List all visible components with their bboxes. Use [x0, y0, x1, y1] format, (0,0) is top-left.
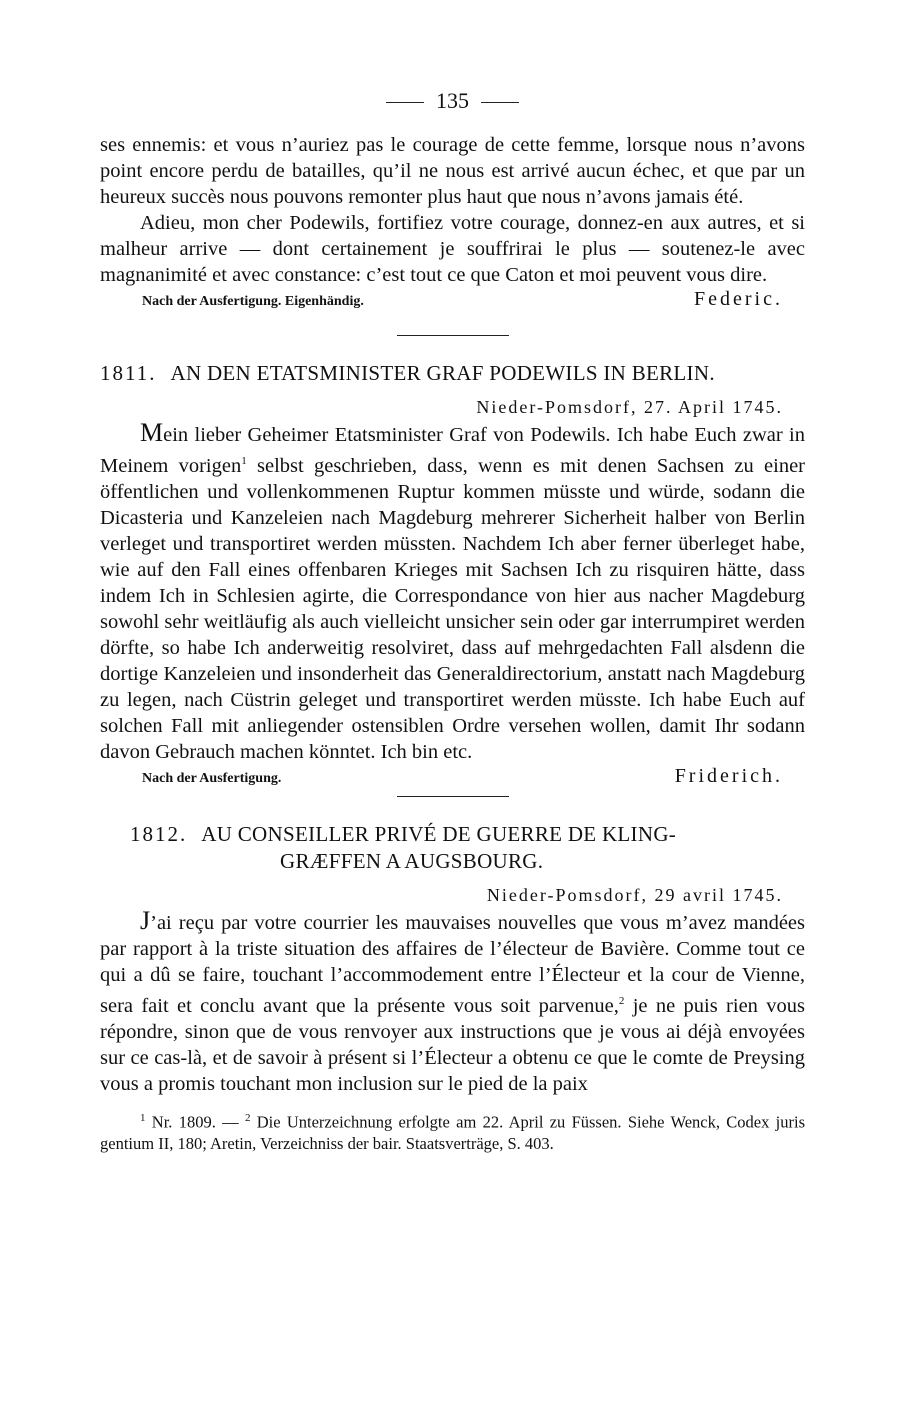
source-note: Nach der Ausfertigung. Eigenhändig. [142, 294, 364, 309]
letter-title: AN DEN ETATSMINISTER GRAF PODEWILS IN BERLIN. [170, 361, 715, 385]
letter-number: 1811. [100, 361, 157, 385]
drop-cap: J [140, 905, 151, 935]
signature: Federic. [694, 288, 783, 310]
divider [386, 102, 424, 103]
section-divider [397, 335, 509, 336]
signature: Friderich. [674, 764, 783, 787]
page [100, 88, 805, 1155]
letter-body-text: ein lieber Geheimer Etatsminister Graf von Podewils. Ich habe Euch zwar in Meinem vorigen [100, 424, 805, 477]
page-number-line [100, 88, 805, 114]
section-divider [397, 796, 509, 797]
letter-title: AU CONSEILLER PRIVÉ DE GUERRE DE KLING- [201, 821, 677, 846]
letter-number: 1812. [130, 821, 188, 846]
footnote-text: Nr. 1809. — [145, 1112, 245, 1132]
letter-heading [100, 821, 805, 875]
letter-body-text: selbst geschrieben, dass, wenn es mit denen Sachsen zu einer öffentlichen und vollenkommenen Ruptur kommen müsste und würde, sodann die Dicasteria und Kanzeleien nach Magdeburg mehrerer Sicherheit halber von Berlin verleget und transportiret werden müssten. Nachdem Ich aber ferner überleget habe, wie auf den Fall eines offenbaren Krieges mit Sachsen Ich zu risquiren hätte, dass indem Ich in Schlesien agirte, die Correspondance von hier aus nacher Magdeburg sowohl sehr weitläufig als auch vielleicht unsicher sein oder gar interrumpiret werden dörfte, so habe Ich anderweitig resolviret, dass auf mehrgedachten Fall alsdenn die dortige Kanzeleien und insonderheit das Generaldirectorium, anstatt nach Magdeburg zu legen, nach Cüstrin geleget und transportiret werden müsste. Ich habe Euch auf solchen Fall mit anliegender ostensiblen Ordre versehen wollen, damit Ihr sodann davon Gebrauch machen könntet. Ich bin etc. [100, 454, 805, 763]
footnote-marker: 1 [241, 455, 247, 467]
letter-body [100, 420, 805, 765]
intro-paragraph-1: ses ennemis: et vous n’auriez pas le courage de cette femme, lorsque nous n’avons point encore perdu de batailles, qu’il ne nous est arrivé aucun échec, et que par un heureux succès nous pouvons remonter plus haut que nous n’avons jamais été. [100, 134, 805, 208]
signature-line [100, 765, 805, 788]
intro-paragraph-2: Adieu, mon cher Podewils, fortifiez votre courage, donnez-en aux autres, et si malheur arrive — dont certainement je souffrirai le plus — soutenez-le avec magnanimité et avec constance: c’est tout ce que Caton et moi peuvent vous dire. [100, 212, 805, 286]
footnote-text: Die Unterzeichnung erfolgte am 22. April zu Füssen. Siehe Wenck, Codex juris gentium II, 180; Aretin, Verzeichniss der bair. Staatsverträge, S. 403. [100, 1112, 806, 1154]
intro-signature-line [100, 288, 805, 311]
divider [481, 102, 519, 103]
letter-heading [100, 360, 805, 387]
footnote-marker: 1 [140, 1111, 146, 1124]
footnote-marker: 2 [244, 1111, 251, 1124]
footnote-marker: 2 [618, 994, 625, 1007]
source-note: Nach der Ausfertigung. [142, 770, 282, 786]
footnotes [100, 1107, 805, 1156]
letter-body [100, 905, 806, 1097]
drop-cap: M [140, 418, 164, 447]
letter-body-text: je ne puis rien vous répondre, sinon que de vous renvoyer aux instructions que je vous ai déjà envoyées sur ce cas-là, et de savoir à présent si l’Électeur a obtenu ce que le comte de Preysing vous a promis touchant mon inclusion sur le pied de la paix [100, 994, 806, 1095]
dateline: Nieder-Pomsdorf, 29 avril 1745. [486, 884, 783, 905]
page-number: 135 [436, 88, 469, 113]
letter-body-text: ’ai reçu par votre courrier les mauvaises nouvelles que vous m’avez mandées par rapport à la triste situation des affaires de l’électeur de Bavière. Comme tout ce qui a dû se faire, touchant l’accommodement entre l’Électeur et la cour de Vienne, sera fait et conclu avant que la présente vous soit parvenue, [100, 911, 805, 1017]
letter-title-continued: GRÆFFEN A AUGSBOURG. [280, 848, 544, 873]
dateline: Nieder-Pomsdorf, 27. April 1745. [476, 397, 783, 417]
